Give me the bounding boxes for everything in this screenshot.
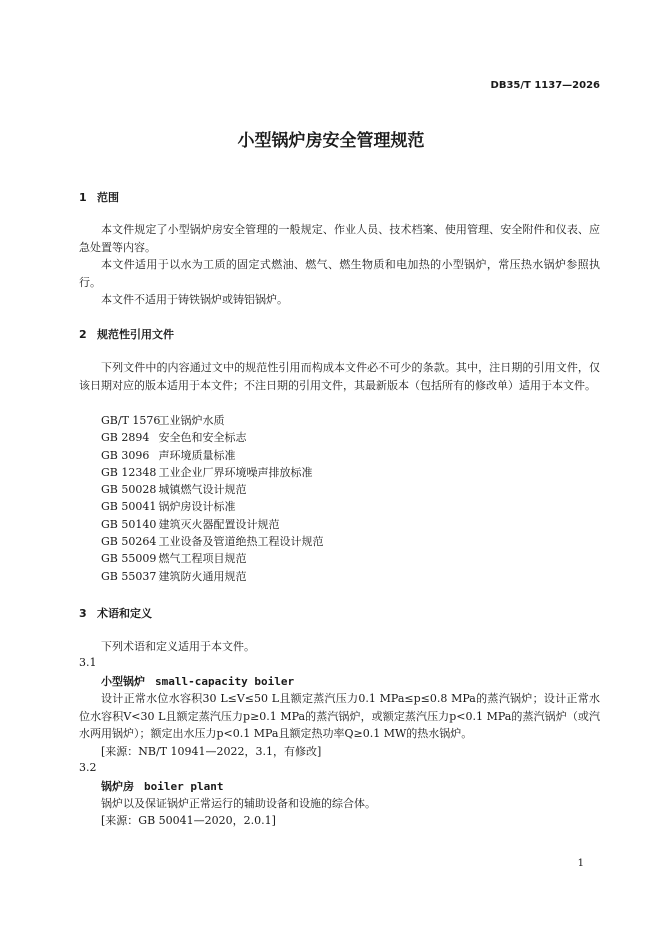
reference-code: GB 3096 bbox=[101, 448, 150, 462]
reference-code: GB 12348 bbox=[101, 465, 157, 479]
paragraph: 下列术语和定义适用于本文件。 bbox=[101, 640, 255, 653]
reference-item bbox=[101, 568, 324, 585]
term-number: 3.1 bbox=[79, 656, 97, 669]
reference-item bbox=[101, 464, 324, 481]
reference-item bbox=[101, 533, 324, 550]
reference-item bbox=[101, 550, 324, 567]
page-number: 1 bbox=[577, 858, 584, 869]
reference-name: 工业锅炉水质 bbox=[158, 414, 225, 427]
reference-item bbox=[101, 412, 324, 429]
term-english: boiler plant bbox=[144, 780, 224, 793]
document-title: 小型锅炉房安全管理规范 bbox=[237, 131, 425, 151]
term-number: 3.2 bbox=[79, 761, 97, 774]
standard-number: DB35/T 1137—2026 bbox=[490, 80, 600, 91]
paragraph: 本文件适用于以水为工质的固定式燃油、燃气、燃生物质和电加热的小型锅炉，常压热水锅炉参照执行。 bbox=[79, 258, 600, 289]
reference-name: 安全色和安全标志 bbox=[158, 431, 247, 445]
paragraph: 下列文件中的内容通过文中的规范性引用而构成本文件必不可少的条款。其中，注日期的引用文件，仅该日期对应的版本适用于本文件；不注日期的引用文件，其最新版本（包括所有的修改单）适用于本文件。 bbox=[79, 361, 600, 392]
reference-code: GB 50140 bbox=[101, 517, 157, 531]
section-title: 术语和定义 bbox=[97, 607, 152, 620]
term-chinese: 锅炉房 bbox=[101, 780, 134, 793]
reference-item bbox=[101, 481, 324, 498]
reference-code: GB 50028 bbox=[101, 483, 157, 497]
reference-item bbox=[101, 516, 324, 533]
section-number: 1 bbox=[79, 191, 87, 204]
reference-name: 声环境质量标准 bbox=[158, 448, 236, 462]
reference-name: 工业设备及管道绝热工程设计规范 bbox=[158, 535, 324, 549]
reference-name: 建筑灭火器配置设计规范 bbox=[158, 517, 280, 531]
reference-code: GB 55037 bbox=[101, 569, 157, 583]
term-heading bbox=[101, 673, 294, 689]
reference-item bbox=[101, 498, 324, 515]
term-chinese: 小型锅炉 bbox=[101, 675, 145, 688]
term-definition: 设计正常水位水容积30 L≤V≤50 L且额定蒸汽压力0.1 MPa≤p≤0.8 MPa的蒸汽锅炉；设计正常水位水容积V<30 L且额定蒸汽压力p≥0.1 MPa的蒸汽锅炉，或额定蒸汽压力p<0.1 MPa的蒸汽锅炉（或汽水两用锅炉）；额定出水压力p<0.1 MPa且额定热功率Q≥0.1 MW的热水锅炉。 bbox=[79, 692, 600, 740]
reference-name: 城镇燃气设计规范 bbox=[158, 483, 247, 497]
reference-name: 锅炉房设计标准 bbox=[158, 500, 236, 514]
reference-item bbox=[101, 447, 324, 464]
paragraph: 本文件不适用于铸铁锅炉或铸铝锅炉。 bbox=[101, 293, 288, 306]
section-number: 2 bbox=[79, 328, 87, 341]
term-english: small-capacity boiler bbox=[155, 675, 295, 688]
term-heading bbox=[101, 778, 223, 794]
term-definition: 锅炉以及保证锅炉正常运行的辅助设备和设施的综合体。 bbox=[101, 797, 376, 810]
term-source: [来源：NB/T 10941—2022，3.1，有修改] bbox=[101, 745, 322, 758]
section-heading-normative-references bbox=[79, 326, 174, 342]
section-heading-scope bbox=[79, 189, 119, 205]
section-heading-terms-definitions bbox=[79, 605, 152, 621]
reference-code: GB 2894 bbox=[101, 431, 150, 445]
section-title: 规范性引用文件 bbox=[97, 328, 174, 341]
section-number: 3 bbox=[79, 607, 87, 620]
reference-name: 工业企业厂界环境噪声排放标准 bbox=[158, 465, 313, 479]
reference-code: GB 50264 bbox=[101, 535, 157, 549]
reference-code: GB/T 1576 bbox=[101, 414, 161, 427]
reference-code: GB 50041 bbox=[101, 500, 157, 514]
paragraph: 本文件规定了小型锅炉房安全管理的一般规定、作业人员、技术档案、使用管理、安全附件和仪表、应急处置等内容。 bbox=[79, 223, 600, 254]
reference-list bbox=[101, 412, 324, 585]
term-source: [来源：GB 50041—2020，2.0.1] bbox=[101, 814, 276, 827]
reference-code: GB 55009 bbox=[101, 552, 157, 566]
reference-name: 燃气工程项目规范 bbox=[158, 552, 247, 566]
section-title: 范围 bbox=[97, 191, 119, 204]
reference-item bbox=[101, 429, 324, 446]
reference-name: 建筑防火通用规范 bbox=[158, 569, 247, 583]
